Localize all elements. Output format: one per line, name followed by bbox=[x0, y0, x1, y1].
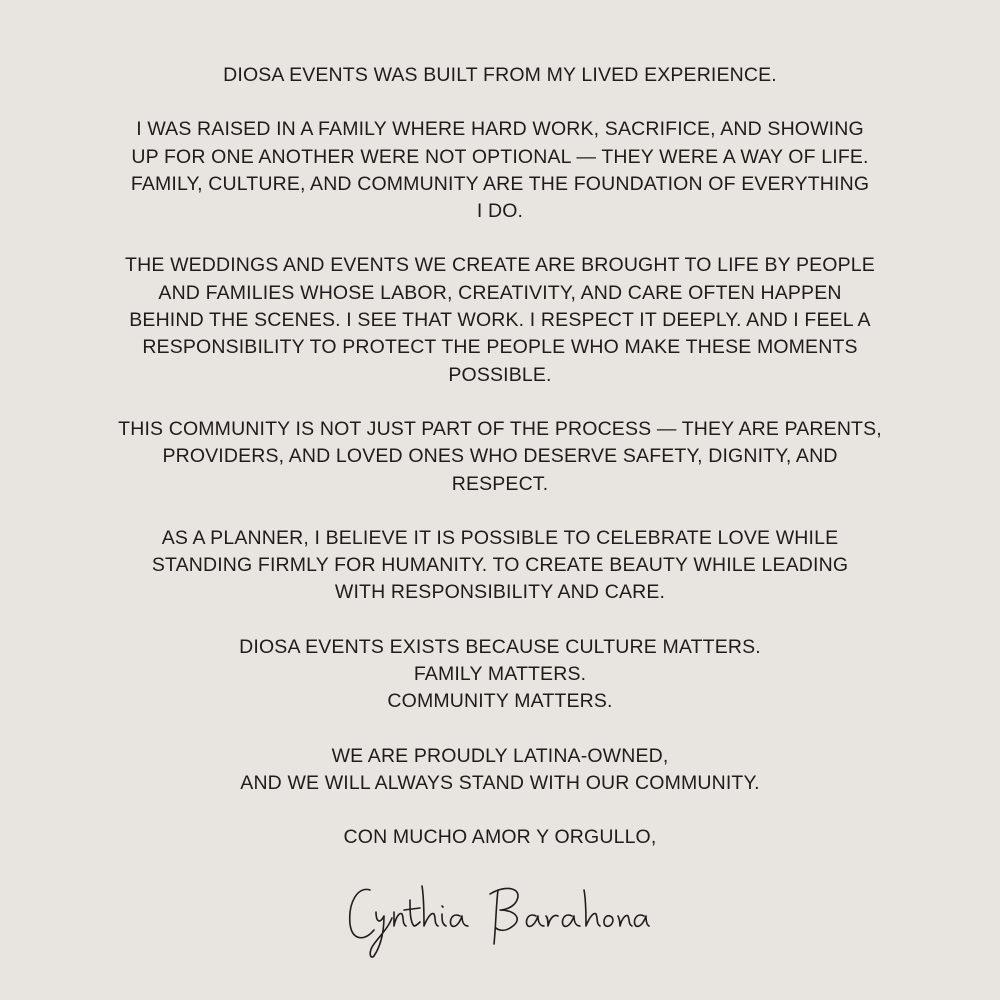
signature bbox=[340, 872, 650, 962]
text-line: THIS COMMUNITY IS NOT JUST PART OF THE PROCESS — THEY ARE PARENTS, bbox=[118, 417, 882, 440]
paragraph-closing bbox=[85, 824, 915, 851]
text-line: DIOSA EVENTS EXISTS BECAUSE CULTURE MATTERS. bbox=[239, 635, 761, 658]
text-line: FAMILY, CULTURE, AND COMMUNITY ARE THE FOUNDATION OF EVERYTHING bbox=[130, 172, 870, 195]
text-line: BEHIND THE SCENES. I SEE THAT WORK. I RESPECT IT DEEPLY. AND I FEEL A bbox=[129, 309, 871, 332]
text-line: CON MUCHO AMOR Y ORGULLO, bbox=[343, 826, 657, 849]
paragraph-weddings-and-events bbox=[85, 252, 915, 388]
paragraph-planner-belief bbox=[85, 525, 915, 607]
text-line: AS A PLANNER, I BELIEVE IT IS POSSIBLE TO CELEBRATE LOVE WHILE bbox=[161, 526, 839, 549]
text-line: UP FOR ONE ANOTHER WERE NOT OPTIONAL — THEY WERE A WAY OF LIFE. bbox=[131, 145, 869, 168]
paragraph-latina-owned bbox=[85, 743, 915, 798]
letter-body bbox=[0, 62, 1000, 879]
signature-script-icon bbox=[340, 872, 650, 962]
text-line: COMMUNITY MATTERS. bbox=[387, 690, 613, 713]
text-line: THE WEDDINGS AND EVENTS WE CREATE ARE BROUGHT TO LIFE BY PEOPLE bbox=[125, 254, 875, 277]
paragraph-why-diosa-exists bbox=[85, 634, 915, 716]
text-line: WE ARE PROUDLY LATINA-OWNED, bbox=[331, 744, 669, 767]
text-line: AND FAMILIES WHOSE LABOR, CREATIVITY, AND CARE OFTEN HAPPEN bbox=[158, 281, 842, 304]
text-line: STANDING FIRMLY FOR HUMANITY. TO CREATE BEAUTY WHILE LEADING bbox=[151, 554, 849, 577]
text-line: RESPONSIBILITY TO PROTECT THE PEOPLE WHO MAKE THESE MOMENTS bbox=[142, 336, 858, 359]
text-line: AND WE WILL ALWAYS STAND WITH OUR COMMUNITY. bbox=[240, 771, 760, 794]
paragraph-family-upbringing bbox=[85, 116, 915, 225]
text-line: FAMILY MATTERS. bbox=[413, 663, 587, 686]
text-line: RESPECT. bbox=[451, 472, 549, 495]
text-line: I WAS RAISED IN A FAMILY WHERE HARD WORK, SACRIFICE, AND SHOWING bbox=[136, 118, 864, 141]
text-line: DIOSA EVENTS WAS BUILT FROM MY LIVED EXPERIENCE. bbox=[223, 64, 777, 86]
paragraph-lived-experience bbox=[85, 62, 915, 89]
text-line: WITH RESPONSIBILITY AND CARE. bbox=[334, 581, 666, 604]
text-line: POSSIBLE. bbox=[448, 363, 552, 386]
text-line: PROVIDERS, AND LOVED ONES WHO DESERVE SAFETY, DIGNITY, AND bbox=[162, 445, 838, 468]
text-line: I DO. bbox=[476, 200, 524, 223]
paragraph-community bbox=[85, 416, 915, 498]
